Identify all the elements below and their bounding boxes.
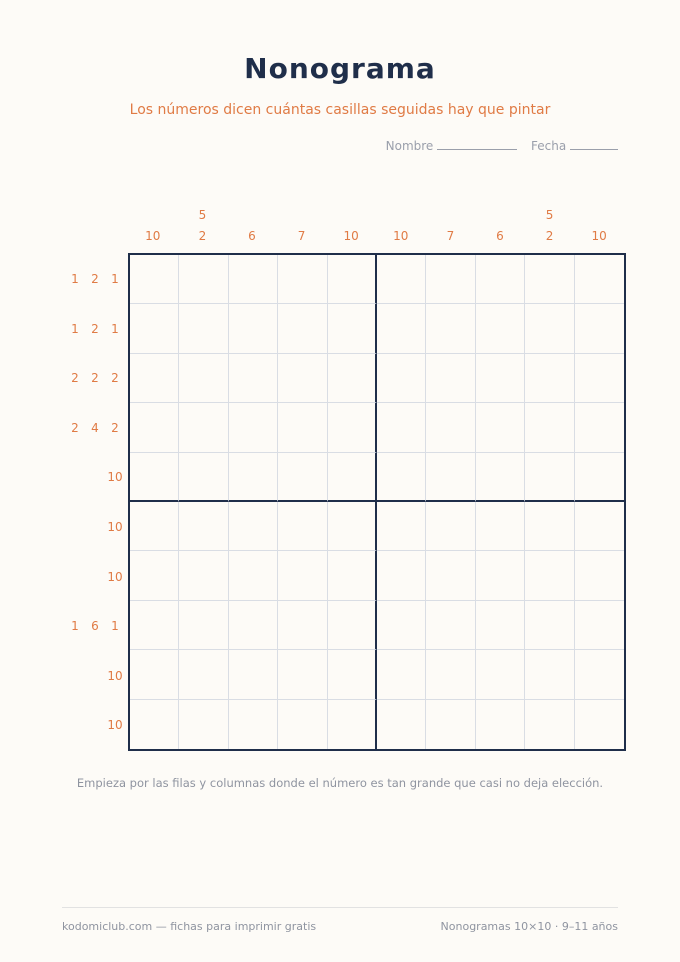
grid-cell[interactable] (229, 650, 278, 699)
footer-series: Nonogramas 10×10 · 9–11 años (440, 920, 618, 933)
grid-cell[interactable] (130, 403, 179, 452)
grid-cell[interactable] (229, 551, 278, 600)
row-clue (55, 502, 125, 552)
grid-cell[interactable] (328, 601, 377, 650)
grid-cell[interactable] (426, 453, 475, 502)
grid-cell[interactable] (476, 650, 525, 699)
grid-cell[interactable] (130, 502, 179, 551)
grid-cell[interactable] (525, 650, 574, 699)
column-clue-number: 6 (496, 229, 504, 243)
row-clue-number: 6 (91, 619, 99, 634)
row-clue-number: 10 (107, 470, 123, 485)
page-subtitle: Los números dicen cuántas casillas seguidas hay que pintar (129, 102, 551, 118)
date-label: Fecha (530, 139, 567, 153)
row-clue-number: 2 (71, 420, 79, 435)
grid-cell[interactable] (426, 551, 475, 600)
grid-cell[interactable] (575, 650, 624, 699)
grid-cell[interactable] (278, 502, 327, 551)
grid-cell[interactable] (229, 304, 278, 353)
grid-cell[interactable] (179, 700, 228, 749)
grid-cell[interactable] (377, 601, 426, 650)
grid-cell[interactable] (377, 551, 426, 600)
grid-cell[interactable] (130, 304, 179, 353)
name-label: Nombre (385, 139, 434, 153)
grid-cell[interactable] (575, 403, 624, 452)
footer-site: kodomiclub.com — fichas para imprimir gratis (62, 920, 317, 933)
grid-cell[interactable] (229, 255, 278, 304)
row-clue (55, 552, 125, 602)
column-clue-number: 6 (248, 229, 256, 243)
grid-cell[interactable] (328, 700, 377, 749)
column-clue (277, 226, 327, 247)
grid-cell[interactable] (377, 304, 426, 353)
grid-cell[interactable] (328, 650, 377, 699)
grid-cell[interactable] (328, 502, 377, 551)
grid-cell[interactable] (328, 255, 377, 304)
grid-cell[interactable] (278, 453, 327, 502)
grid-cell[interactable] (278, 403, 327, 452)
grid-cell[interactable] (575, 502, 624, 551)
grid-cell[interactable] (229, 403, 278, 452)
grid-cell[interactable] (525, 700, 574, 749)
row-clue-number: 1 (111, 321, 119, 336)
grid-cell[interactable] (278, 354, 327, 403)
grid-cell[interactable] (476, 354, 525, 403)
grid-cell[interactable] (179, 601, 228, 650)
column-clue (425, 226, 475, 247)
column-clue (128, 226, 178, 247)
grid-cell[interactable] (328, 304, 377, 353)
column-clue (326, 226, 376, 247)
row-clue-number: 4 (91, 420, 99, 435)
grid-cell[interactable] (525, 453, 574, 502)
grid-cell[interactable] (525, 551, 574, 600)
grid-cell[interactable] (278, 700, 327, 749)
column-clue-number: 10 (591, 229, 607, 243)
grid-cell[interactable] (377, 403, 426, 452)
column-clue-number: 10 (393, 229, 409, 243)
grid-cell[interactable] (229, 453, 278, 502)
grid-cell[interactable] (278, 650, 327, 699)
grid-cell[interactable] (179, 453, 228, 502)
grid-cell[interactable] (476, 551, 525, 600)
row-clue-number: 10 (107, 668, 123, 683)
grid-cell[interactable] (377, 650, 426, 699)
grid-cell[interactable] (426, 502, 475, 551)
column-clue-number: 10 (145, 229, 161, 243)
grid-cell[interactable] (229, 354, 278, 403)
row-clue-number: 1 (111, 272, 119, 286)
grid-cell[interactable] (130, 700, 179, 749)
grid-cell[interactable] (575, 551, 624, 600)
row-clue (55, 304, 125, 354)
grid-cell[interactable] (229, 502, 278, 551)
grid-cell[interactable] (476, 453, 525, 502)
row-clue-number: 2 (111, 371, 119, 386)
row-clue (55, 254, 125, 304)
grid-cell[interactable] (476, 255, 525, 304)
column-clue-number: 5 (198, 208, 207, 222)
grid-cell[interactable] (377, 354, 426, 403)
row-clue (55, 651, 125, 701)
grid-cell[interactable] (575, 453, 624, 502)
row-clue-number: 2 (91, 321, 99, 336)
grid-cell[interactable] (525, 304, 574, 353)
row-clue (55, 452, 125, 502)
grid-cell[interactable] (179, 551, 228, 600)
column-clue (227, 226, 277, 247)
grid-cell[interactable] (328, 354, 377, 403)
grid-cell[interactable] (426, 650, 475, 699)
grid-cell[interactable] (426, 304, 475, 353)
row-clue (55, 700, 125, 750)
grid-cell[interactable] (525, 354, 574, 403)
row-clue-number: 2 (91, 272, 99, 286)
grid-cell[interactable] (278, 601, 327, 650)
grid-cell[interactable] (130, 650, 179, 699)
grid-cell[interactable] (278, 551, 327, 600)
grid-cell[interactable] (476, 304, 525, 353)
row-clue-number: 10 (107, 569, 123, 584)
row-clue-number: 1 (71, 321, 79, 336)
grid-cell[interactable] (179, 304, 228, 353)
column-clue (475, 226, 525, 247)
grid-cell[interactable] (179, 403, 228, 452)
column-clue-number: 10 (343, 229, 359, 243)
row-clue (55, 601, 125, 651)
page-title: Nonograma (244, 52, 436, 85)
grid-cell[interactable] (179, 650, 228, 699)
row-clue (55, 353, 125, 403)
column-clue (525, 205, 575, 247)
footer-divider (62, 907, 618, 908)
row-clue-number: 1 (111, 619, 119, 634)
grid-cell[interactable] (130, 601, 179, 650)
row-clue-number: 2 (71, 371, 79, 386)
grid-cell[interactable] (426, 354, 475, 403)
grid-cell[interactable] (525, 601, 574, 650)
grid-cell[interactable] (377, 453, 426, 502)
grid-cell[interactable] (426, 255, 475, 304)
name-line[interactable] (437, 139, 517, 150)
grid-cell[interactable] (179, 502, 228, 551)
name-date-fields (386, 139, 618, 153)
grid-cell[interactable] (575, 354, 624, 403)
grid-cell[interactable] (525, 403, 574, 452)
grid-cell[interactable] (278, 304, 327, 353)
grid-cell[interactable] (179, 354, 228, 403)
grid-cell[interactable] (426, 700, 475, 749)
grid-cell[interactable] (130, 255, 179, 304)
nonogram-grid (128, 253, 626, 751)
row-clue-number: 1 (71, 272, 79, 286)
grid-cell[interactable] (130, 551, 179, 600)
grid-cell[interactable] (229, 601, 278, 650)
grid-cell[interactable] (575, 304, 624, 353)
column-clue (376, 226, 426, 247)
date-line[interactable] (570, 139, 618, 150)
row-clue (55, 403, 125, 453)
grid-cell[interactable] (377, 700, 426, 749)
column-clue-number: 2 (198, 229, 207, 243)
row-clue-number: 10 (107, 718, 123, 733)
grid-cell[interactable] (229, 700, 278, 749)
grid-cell[interactable] (476, 502, 525, 551)
row-clue-number: 1 (71, 619, 79, 634)
grid-cell[interactable] (575, 601, 624, 650)
grid-cell[interactable] (426, 601, 475, 650)
column-clue-number: 7 (446, 229, 455, 243)
grid-cell[interactable] (377, 255, 426, 304)
grid-cell[interactable] (377, 502, 426, 551)
grid-cell[interactable] (179, 255, 228, 304)
row-clue-number: 2 (111, 420, 119, 435)
grid-cell[interactable] (525, 502, 574, 551)
grid-cell[interactable] (328, 551, 377, 600)
column-clue-number: 2 (545, 229, 554, 243)
grid-cell[interactable] (476, 601, 525, 650)
grid-cell[interactable] (328, 453, 377, 502)
column-clue-number: 7 (297, 229, 306, 243)
grid-cell[interactable] (328, 403, 377, 452)
grid-cell[interactable] (426, 403, 475, 452)
grid-cell[interactable] (130, 453, 179, 502)
grid-cell[interactable] (525, 255, 574, 304)
column-clue (574, 226, 624, 247)
grid-cell[interactable] (575, 255, 624, 304)
column-clue (177, 205, 227, 247)
grid-cell[interactable] (575, 700, 624, 749)
column-clue-number: 5 (545, 208, 554, 222)
grid-cell[interactable] (476, 403, 525, 452)
row-clue-number: 2 (91, 371, 99, 386)
grid-cell[interactable] (278, 255, 327, 304)
row-clue-number: 10 (107, 520, 123, 534)
grid-cell[interactable] (130, 354, 179, 403)
hint-text: Empieza por las filas y columnas donde el número es tan grande que casi no deja elección. (76, 776, 604, 790)
grid-cell[interactable] (476, 700, 525, 749)
